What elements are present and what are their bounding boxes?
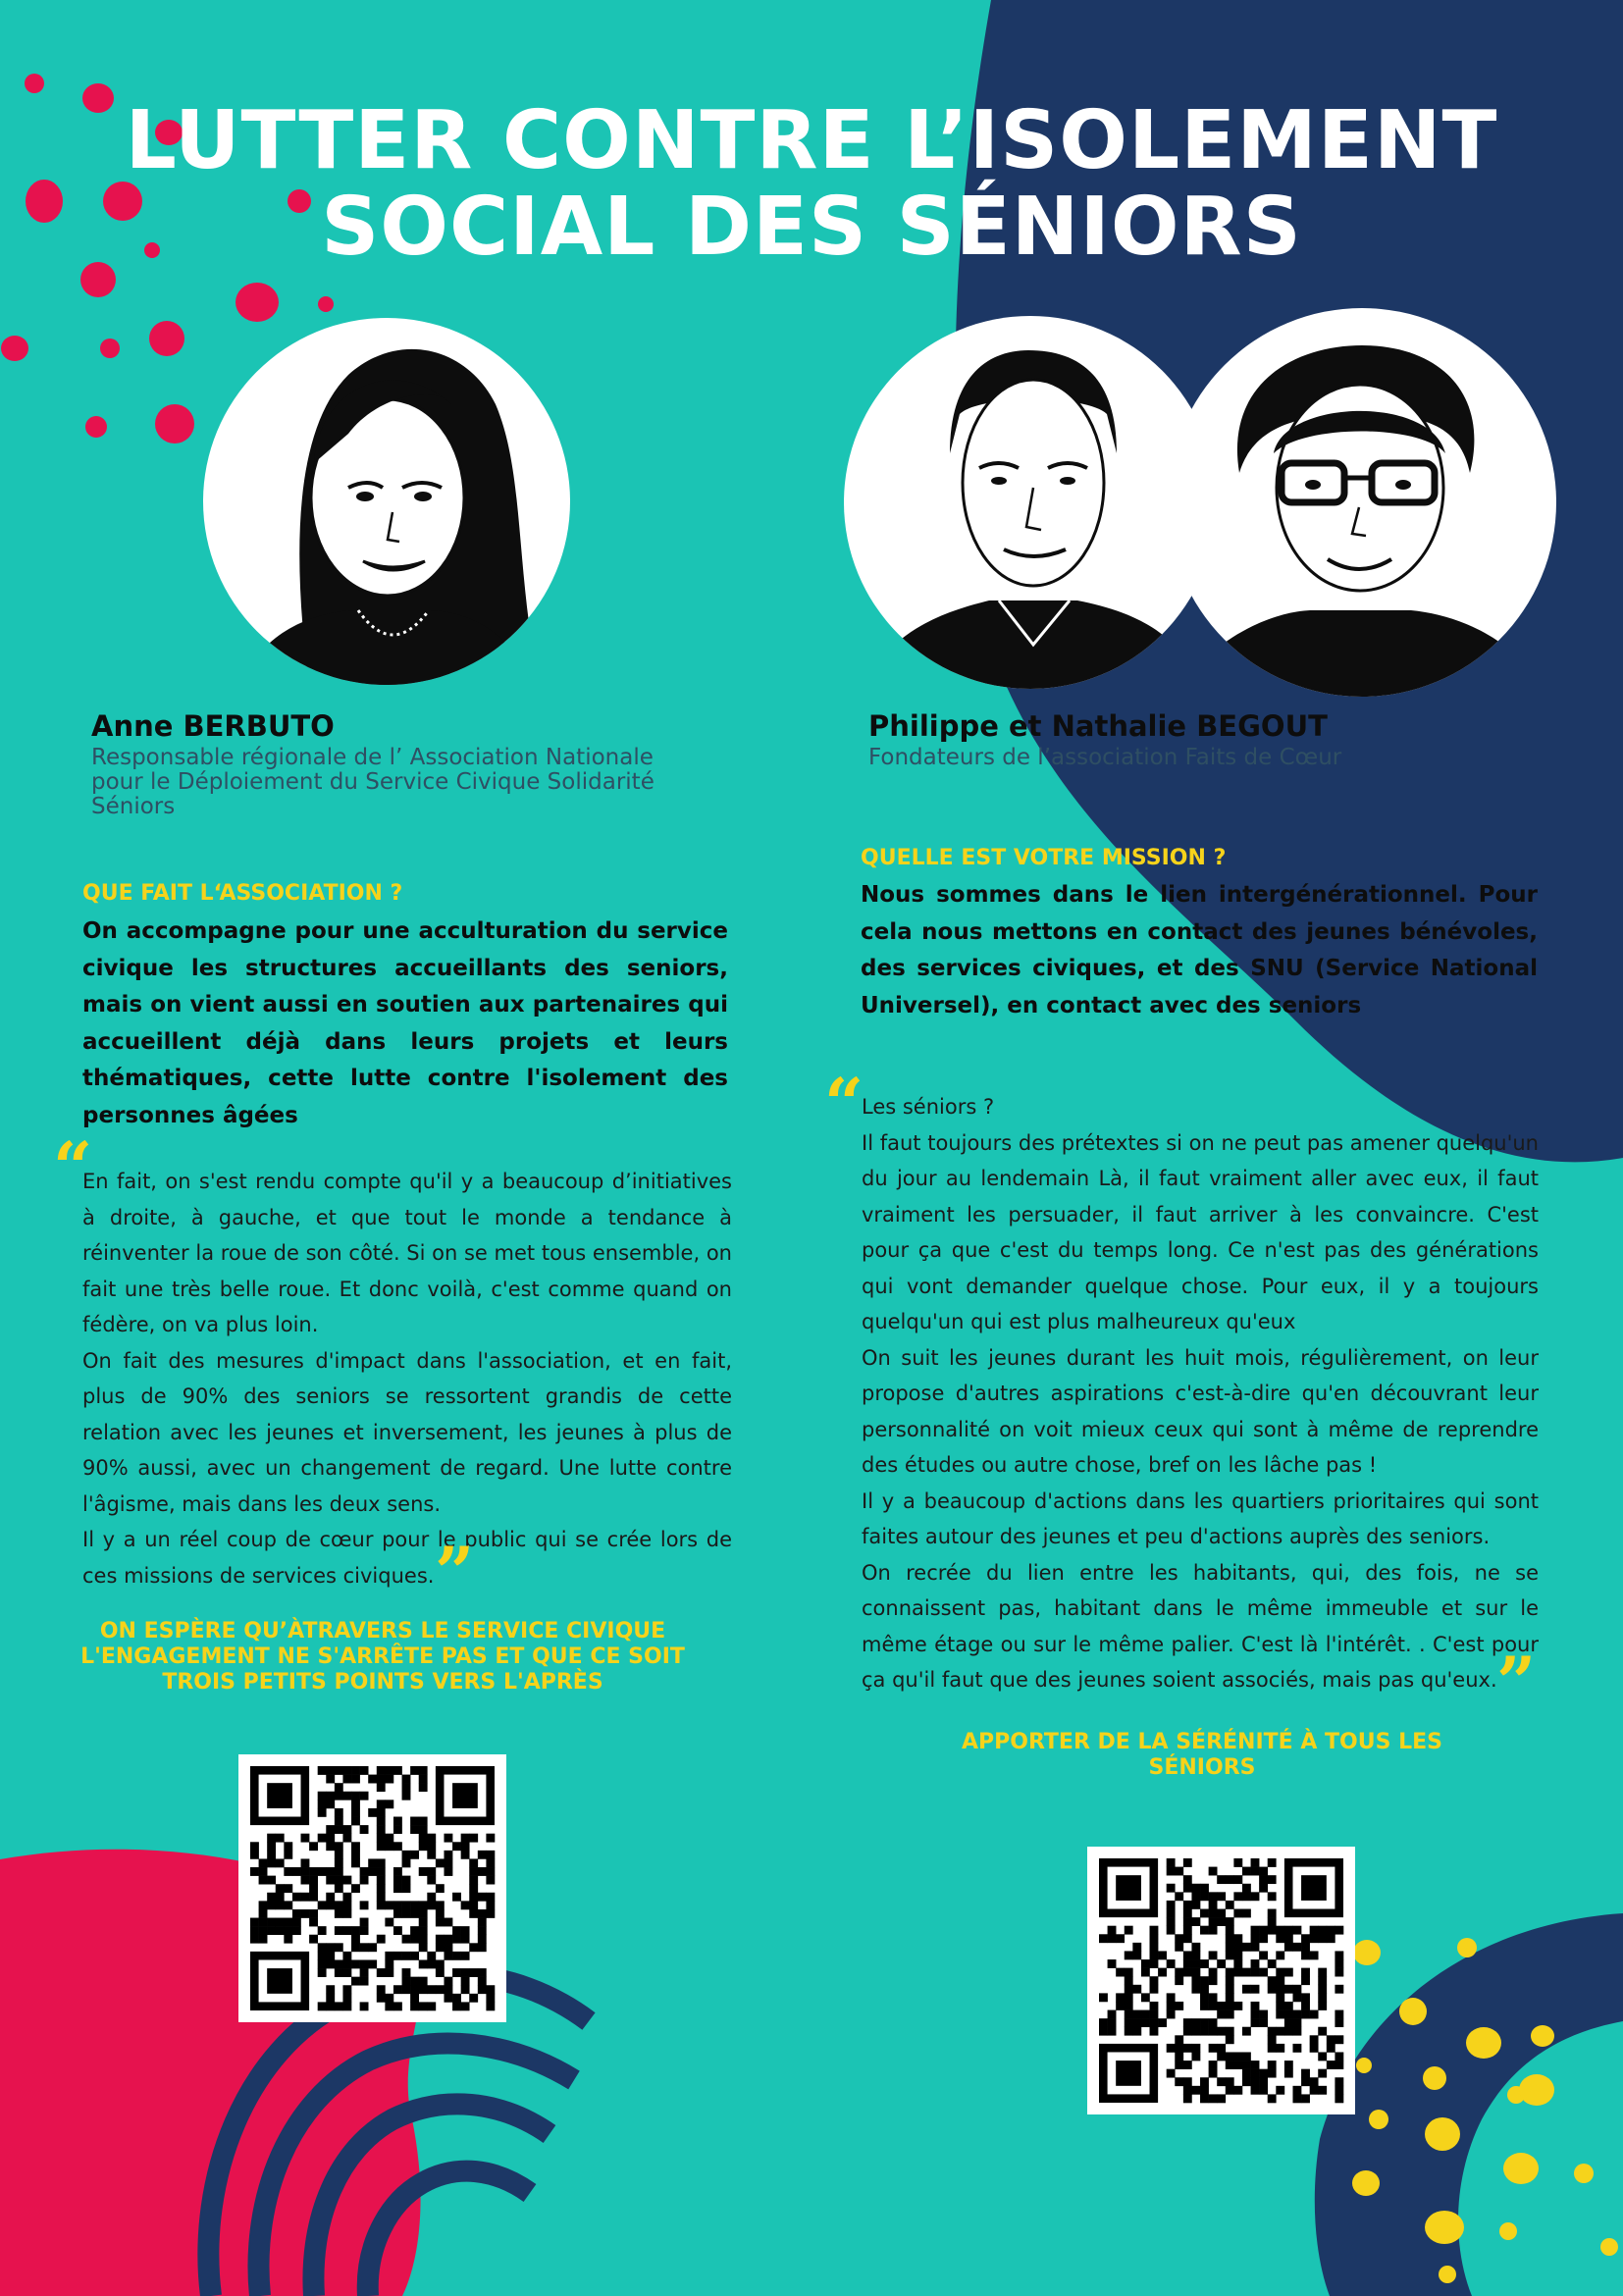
portrait-begout-couple xyxy=(842,306,1560,699)
qr-code-left[interactable] xyxy=(238,1754,506,2022)
left-role: Responsable régionale de l’ Association Nationale pour le Déploiement du Service Civique Solidarité Séniors xyxy=(91,745,654,819)
left-open-quote-icon: “ xyxy=(53,1126,93,1208)
title-line-1: LUTTER CONTRE L’ISOLEMENT xyxy=(125,94,1498,187)
qr-code-icon xyxy=(1087,1847,1355,2114)
left-answer: On accompagne pour une acculturation du service civique les structures accueillants des seniors, mais on vient aussi en soutien aux partenaires qui accueillent déjà dans leurs projets et leurs thématiques, cette lutte contre l'isolement des personnes âgées xyxy=(82,918,728,1128)
navy-ring-bottom-right xyxy=(1315,1913,1623,2296)
right-open-quote-icon: “ xyxy=(824,1063,864,1144)
right-quote-paragraph: Il faut toujours des prétextes si on ne peut pas amener quelqu'un du jour au lendemain Là, il faut vraiment aller avec eux, il faut vraiment les persuader, il faut arriver à les convaincre. C'est pour ça que c'est du temps long. Ce n'est pas des générations qui vont demander quelque chose. Pour eux, il y a toujours quelqu'un qui est plus malheureux qu'eux xyxy=(862,1130,1539,1333)
left-quote-paragraph: En fait, on s'est rendu compte qu'il y a beaucoup d’initiatives à droite, à gauche, et que tout le monde a tendance à réinventer la roue de son côté. Si on se met tous ensemble, on fait une très belle roue. Et donc voilà, c'est comme quand on fédère, on va plus loin. xyxy=(82,1170,732,1336)
left-quote-paragraph: On fait des mesures d'impact dans l'association, et en fait, plus de 90% des seniors se ressortent grandis de cette relation avec les jeunes et inversement, les jeunes à plus de 90% aussi, avec un changement de regard. Une lutte contre l'âgisme, mais dans les deux sens. xyxy=(82,1348,732,1516)
left-quote xyxy=(82,1164,732,1593)
right-quote-paragraph: On suit les jeunes durant les huit mois, régulièrement, on leur propose d'autres aspirations c'est-à-dire qu'en découvrant leur personnalité on voit mieux ceux qui sont à même de reprendre des études ou autre chose, bref on les lâche pas ! xyxy=(862,1345,1539,1477)
left-quote-paragraph: Il y a un réel coup de cœur pour le public qui se crée lors de ces missions de services civiques. xyxy=(82,1528,732,1588)
left-close-quote-icon: ” xyxy=(435,1532,475,1613)
right-quote-paragraph: On recrée du lien entre les habitants, qui, des fois, ne se connaissent pas, habitant dans le même immeuble et sur le même étage ou sur le même palier. C'est là l'intérêt. . C'est pour ça qu'il faut que des jeunes soient associés, mais pas qu'eux. xyxy=(862,1560,1539,1692)
right-role: Fondateurs de l’association Faits de Cœur xyxy=(868,745,1342,770)
qr-code-right[interactable] xyxy=(1087,1847,1355,2114)
right-quote-paragraph: Les séniors ? xyxy=(862,1095,995,1119)
qr-code-icon xyxy=(238,1754,506,2022)
left-tagline: ON ESPÈRE QU’ÀTRAVERS LE SERVICE CIVIQUE L'ENGAGEMENT NE S'ARRÊTE PAS ET QUE CE SOIT TROIS PETITS POINTS VERS L'APRÈS xyxy=(80,1619,685,1695)
left-name: Anne BERBUTO xyxy=(91,709,335,743)
portrait-anne xyxy=(201,316,572,687)
page-title xyxy=(0,94,1623,274)
right-answer: Nous sommes dans le lien intergénérationnel. Pour cela nous mettons en contact des jeunes bénévoles, des services civiques, et des SNU (Service National Universel), en contact avec des seniors xyxy=(861,882,1538,1018)
right-quote xyxy=(862,1089,1539,1698)
right-name: Philippe et Nathalie BEGOUT xyxy=(868,709,1328,743)
title-line-2: SOCIAL DES SÉNIORS xyxy=(321,181,1302,274)
right-quote-paragraph: Il y a beaucoup d'actions dans les quartiers prioritaires qui sont faites autour des jeunes et peu d'actions auprès des seniors. xyxy=(862,1488,1539,1548)
right-close-quote-icon: ” xyxy=(1496,1642,1537,1723)
right-tagline: APPORTER DE LA SÉRÉNITÉ À TOUS LES SÉNIORS xyxy=(961,1730,1442,1780)
right-question-heading: QUELLE EST VOTRE MISSION ? xyxy=(861,846,1227,870)
left-question-heading: QUE FAIT L‘ASSOCIATION ? xyxy=(82,881,403,906)
